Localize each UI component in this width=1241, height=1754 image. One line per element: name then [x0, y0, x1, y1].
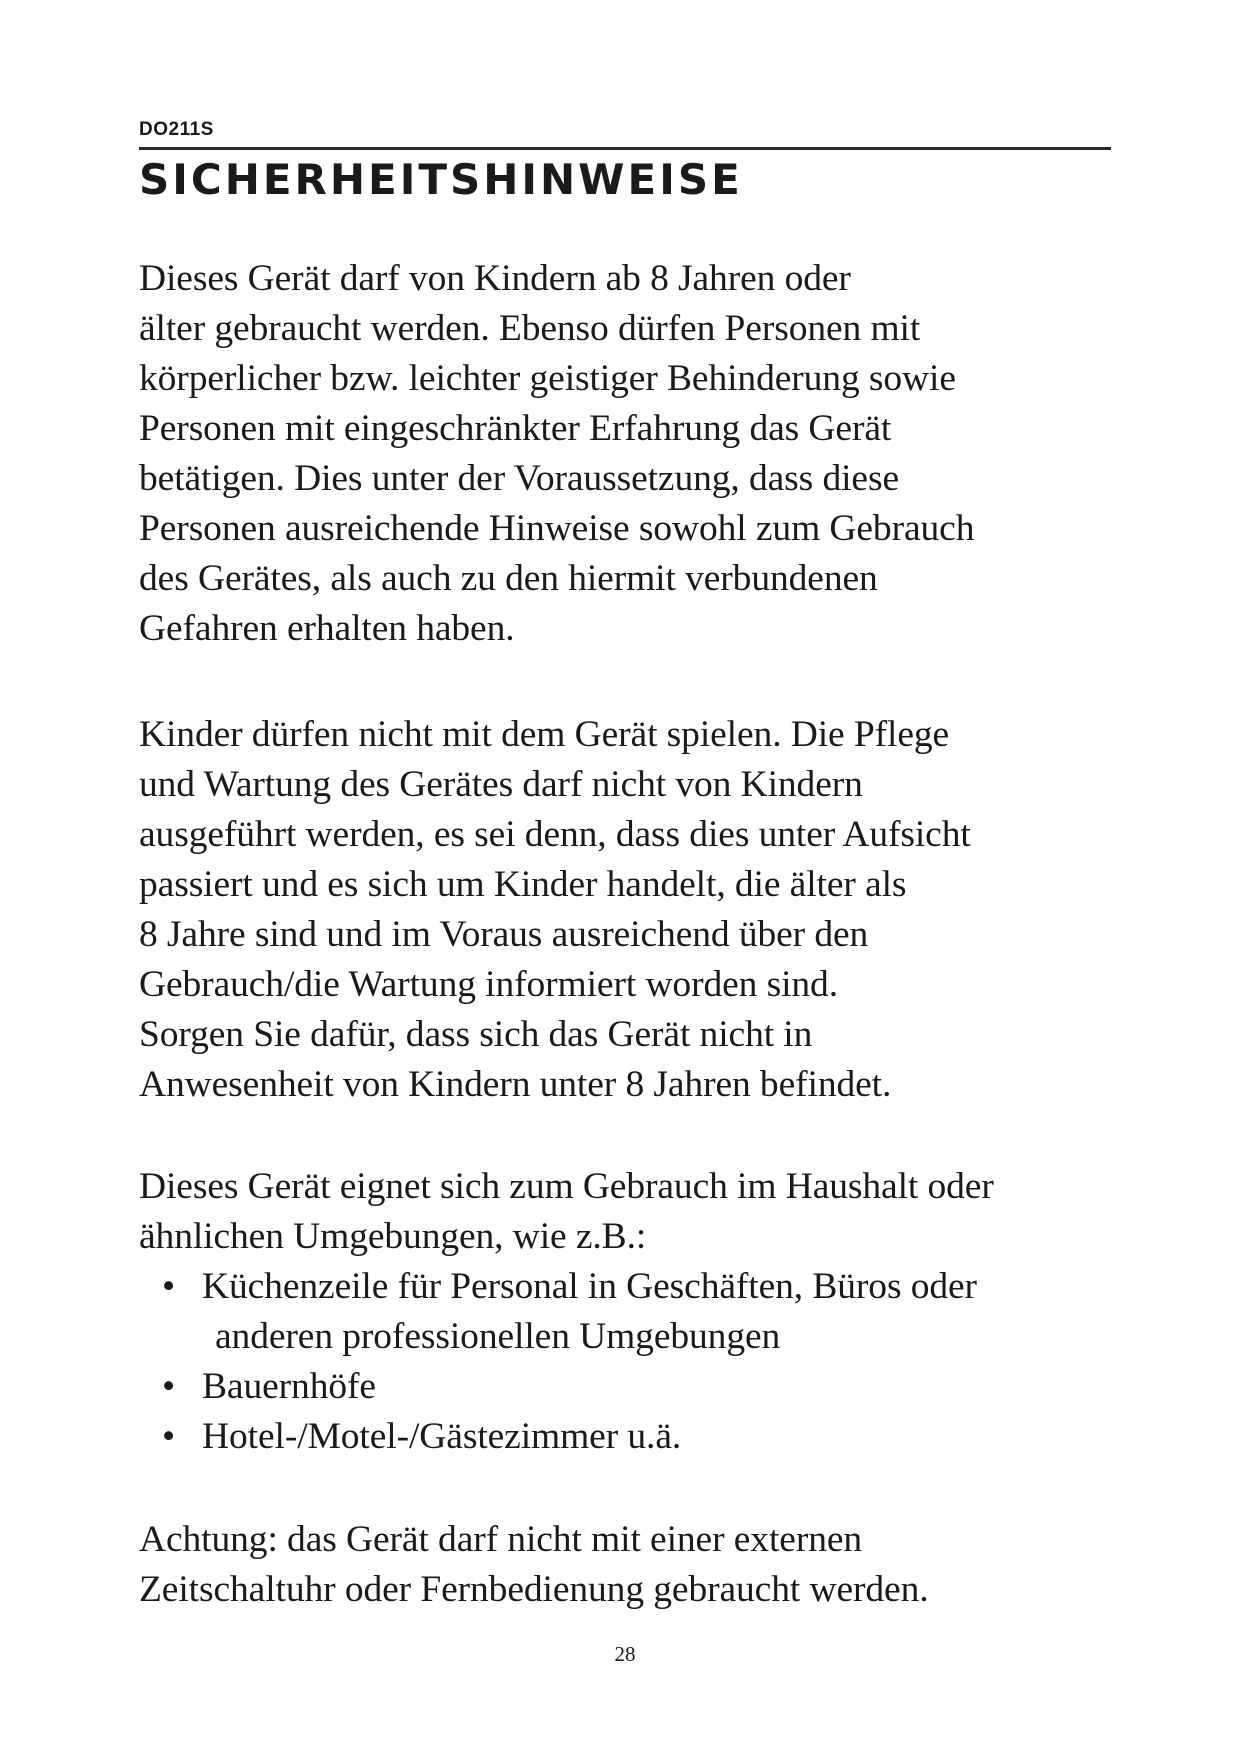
text-line: Gebrauch/die Wartung informiert worden sind.	[139, 964, 838, 1005]
header-divider	[139, 147, 1111, 150]
section-title: SICHERHEITSHINWEISE	[139, 155, 743, 204]
text-line: ähnlichen Umgebungen, wie z.B.:	[139, 1216, 647, 1257]
list-item-continuation: anderen professionellen Umgebungen	[215, 1316, 781, 1357]
paragraph-age-restrictions	[139, 254, 1119, 654]
model-number: DO211S	[139, 119, 214, 140]
text-line: Personen mit eingeschränkter Erfahrung das Gerät	[139, 408, 892, 449]
text-line: betätigen. Dies unter der Voraussetzung, dass diese	[139, 458, 899, 499]
environment-list	[139, 1262, 1119, 1462]
text-line: Dieses Gerät eignet sich zum Gebrauch im Haushalt oder	[139, 1166, 994, 1207]
paragraph-usage-environments	[139, 1162, 1119, 1462]
list-item	[139, 1412, 1119, 1462]
text-line: Anwesenheit von Kindern unter 8 Jahren befindet.	[139, 1064, 892, 1105]
page-number: 28	[614, 1642, 636, 1666]
text-line: 8 Jahre sind und im Voraus ausreichend über den	[139, 914, 869, 955]
text-line: ausgeführt werden, es sei denn, dass dies unter Aufsicht	[139, 814, 971, 855]
text-line: Gefahren erhalten haben.	[139, 608, 515, 649]
text-line: älter gebraucht werden. Ebenso dürfen Personen mit	[139, 308, 921, 349]
bullet-icon: •	[162, 1266, 176, 1307]
paragraph-warning	[139, 1515, 1119, 1615]
list-item	[139, 1262, 1119, 1362]
list-item-text: Küchenzeile für Personal in Geschäften, Büros oder	[202, 1266, 977, 1307]
text-line: des Gerätes, als auch zu den hiermit verbundenen	[139, 558, 878, 599]
list-item	[139, 1362, 1119, 1412]
paragraph-children-supervision	[139, 710, 1119, 1110]
text-line: Zeitschaltuhr oder Fernbedienung gebraucht werden.	[139, 1569, 929, 1610]
text-line: Sorgen Sie dafür, dass sich das Gerät nicht in	[139, 1014, 813, 1055]
list-item-text: Bauernhöfe	[202, 1366, 376, 1407]
list-item-text: Hotel-/Motel-/Gästezimmer u.ä.	[202, 1416, 682, 1457]
text-line: Kinder dürfen nicht mit dem Gerät spielen. Die Pflege	[139, 714, 950, 755]
text-line: körperlicher bzw. leichter geistiger Behinderung sowie	[139, 358, 956, 399]
text-line: Dieses Gerät darf von Kindern ab 8 Jahren oder	[139, 258, 851, 299]
text-line: passiert und es sich um Kinder handelt, die älter als	[139, 864, 907, 905]
manual-page	[139, 0, 1111, 1754]
bullet-icon: •	[162, 1366, 176, 1407]
text-line: Achtung: das Gerät darf nicht mit einer externen	[139, 1519, 863, 1560]
bullet-icon: •	[162, 1416, 176, 1457]
text-line: Personen ausreichende Hinweise sowohl zum Gebrauch	[139, 508, 975, 549]
text-line: und Wartung des Gerätes darf nicht von Kindern	[139, 764, 863, 805]
